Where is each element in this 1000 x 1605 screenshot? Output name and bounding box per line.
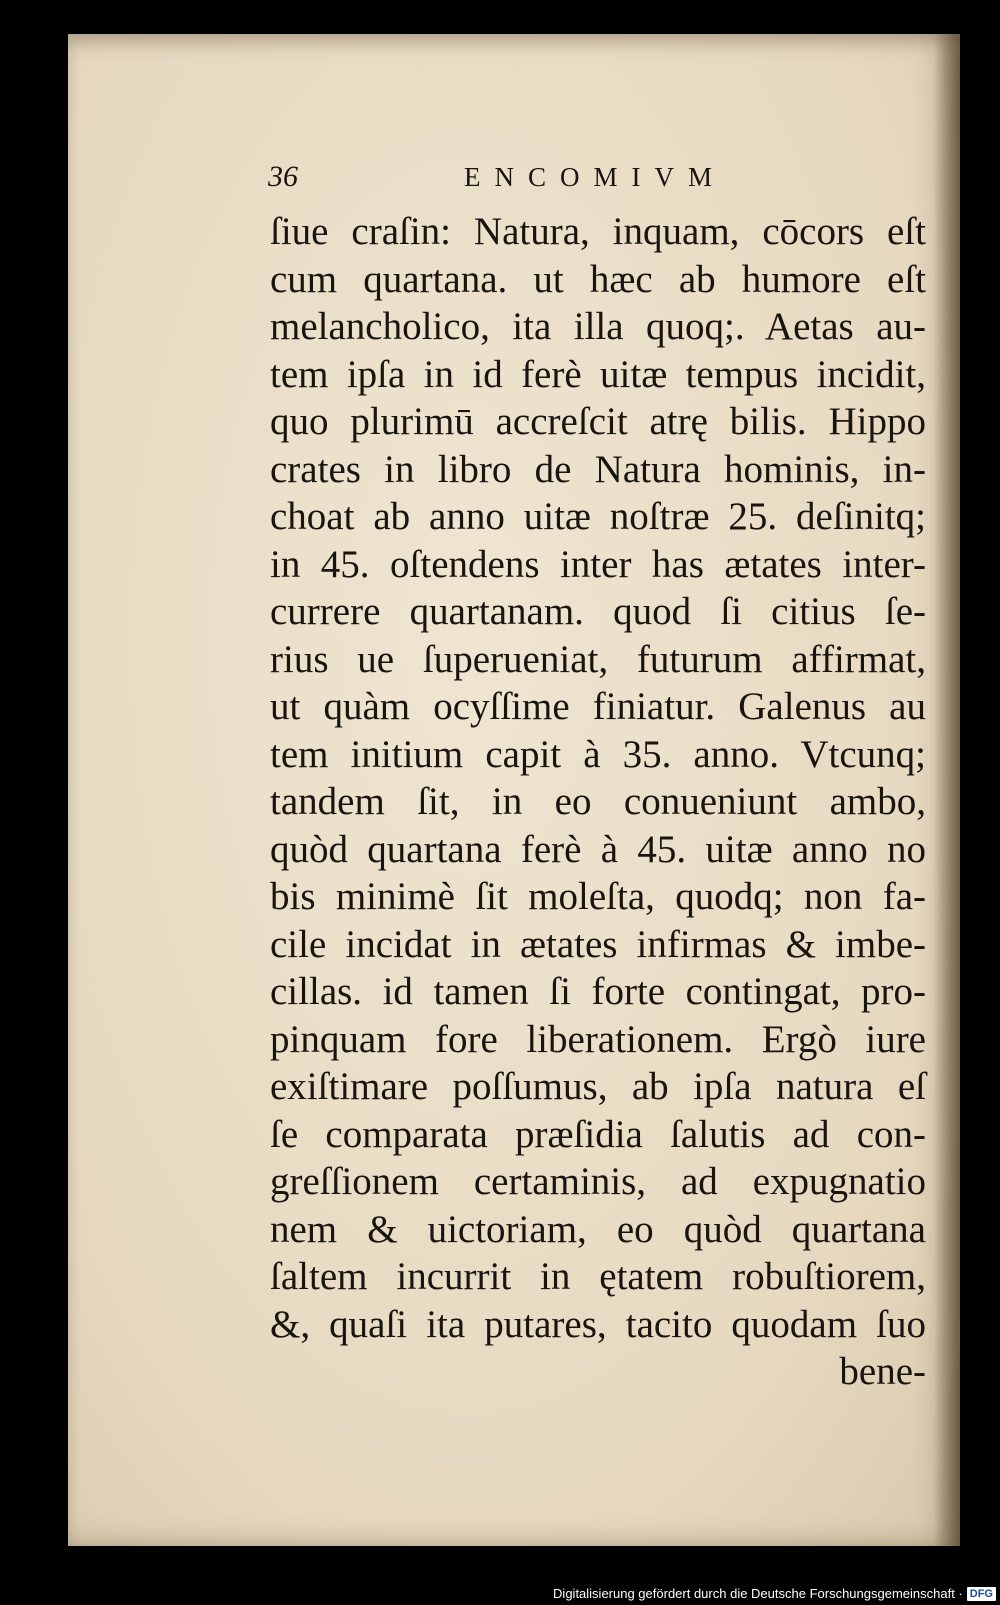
text-line: ſiue craſin: Natura, inquam, cōcors eſt xyxy=(270,210,926,253)
text-line: ut quàm ocyſſime finiatur. Galenus au xyxy=(270,685,926,728)
page-gutter-shadow xyxy=(934,34,960,1546)
running-head: ENCOMIVM xyxy=(464,162,727,192)
catchword: bene- xyxy=(839,1350,926,1393)
text-line: greſſionem certaminis, ad expugnatio xyxy=(270,1160,926,1203)
text-line: bis minimè ſit moleſta, quodq; non fa- xyxy=(270,875,926,918)
text-line: &, quaſi ita putares, tacito quodam ſuo xyxy=(270,1302,926,1346)
text-line: rius ue ſuperueniat, futurum affirmat, xyxy=(270,637,926,681)
text-line: melancholico, ita illa quoq;. Aetas au- xyxy=(270,305,926,348)
text-line: tem initium capit à 35. anno. Vtcunq; xyxy=(270,732,926,776)
text-line: tandem ſit, in eo conueniunt ambo, xyxy=(270,780,926,823)
text-line: choat ab anno uitæ noſtræ 25. deſinitq; xyxy=(270,495,926,538)
dfg-logo: DFG xyxy=(967,1587,996,1601)
text-line: ſaltem incurrit in ętatem robuſtiorem, xyxy=(270,1255,926,1298)
text-line: nem & uictoriam, eo quòd quartana xyxy=(270,1207,926,1251)
text-line: currere quartanam. quod ſi citius ſe- xyxy=(270,590,926,633)
text-line: cillas. id tamen ſi forte contingat, pro- xyxy=(270,970,926,1013)
text-line: pinquam fore liberationem. Ergò iure xyxy=(270,1017,926,1061)
text-line: quòd quartana ferè à 45. uitæ anno no xyxy=(270,827,926,871)
text-line: crates in libro de Natura hominis, in- xyxy=(270,447,926,491)
text-line: exiſtimare poſſumus, ab ipſa natura eſ xyxy=(270,1065,926,1108)
folio-number: 36 xyxy=(268,160,298,193)
text-line: cum quartana. ut hæc ab humore eſt xyxy=(270,257,926,301)
footer-credit: Digitalisierung gefördert durch die Deutsche Forschungsgemeinschaft · xyxy=(553,1586,963,1601)
text-line: in 45. oſtendens inter has ætates inter- xyxy=(270,542,926,586)
text-line: tem ipſa in id ferè uitæ tempus incidit, xyxy=(270,352,926,396)
page-header xyxy=(268,160,868,198)
text-line: quo plurimū accreſcit atrę bilis. Hippo xyxy=(270,400,926,443)
text-line: cile incidat in ætates infirmas & imbe- xyxy=(270,922,926,966)
text-line: ſe comparata præſidia ſalutis ad con- xyxy=(270,1112,926,1156)
digitization-footer xyxy=(545,1583,1000,1605)
body-text xyxy=(270,208,930,1396)
